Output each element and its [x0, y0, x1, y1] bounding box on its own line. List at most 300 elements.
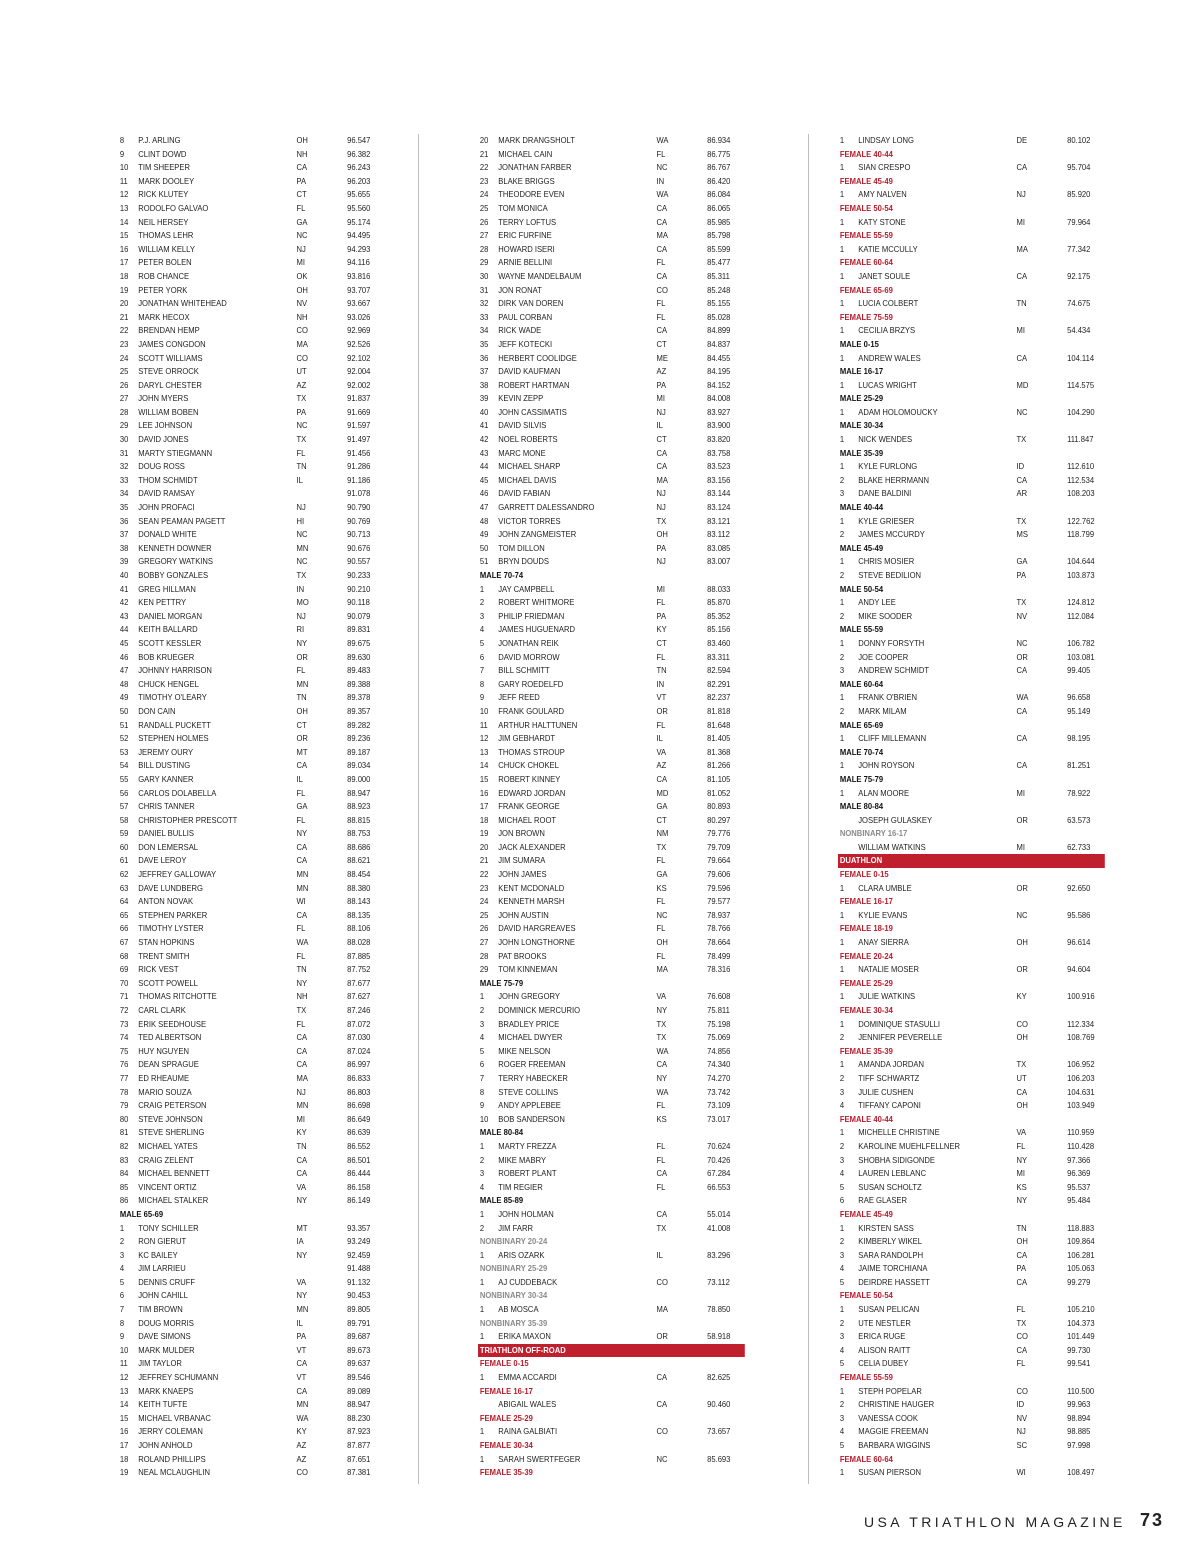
place: 22: [119, 325, 129, 336]
score: 89.673: [347, 1344, 371, 1355]
score: 63.573: [1067, 814, 1091, 825]
place: 1: [839, 406, 845, 417]
state: FL: [656, 896, 666, 907]
result-row: [478, 256, 745, 270]
state: FL: [656, 311, 666, 322]
result-row: [118, 1398, 394, 1412]
state: CA: [296, 760, 308, 771]
result-row: [838, 990, 1105, 1004]
place: 8: [479, 678, 485, 689]
place: 16: [479, 787, 489, 798]
place: 19: [479, 828, 489, 839]
score: 105.063: [1067, 1263, 1095, 1274]
score: 95.655: [347, 189, 371, 200]
place: 19: [119, 1467, 129, 1478]
athlete-name: PETER BOLEN: [138, 257, 192, 268]
athlete-name: MICHAEL ROOT: [498, 814, 557, 825]
athlete-name: JENNIFER PEVERELLE: [858, 1032, 943, 1043]
score: 96.614: [1067, 937, 1091, 948]
place: 81: [119, 1127, 129, 1138]
athlete-name: THOMAS RITCHOTTE: [138, 991, 217, 1002]
place: 13: [119, 1385, 129, 1396]
result-row: [118, 1330, 394, 1344]
division-heading: FEMALE 20-24: [839, 950, 893, 961]
result-row: [838, 134, 1105, 148]
state: MD: [1016, 379, 1029, 390]
result-row: [478, 1031, 745, 1045]
place: 1: [839, 787, 845, 798]
state: NJ: [656, 406, 666, 417]
athlete-name: JAMES CONGDON: [138, 338, 206, 349]
place: 59: [119, 828, 129, 839]
score: 89.791: [347, 1317, 371, 1328]
score: 90.769: [347, 515, 371, 526]
result-row: [118, 623, 394, 637]
state: IN: [656, 678, 665, 689]
score: 106.281: [1067, 1249, 1095, 1260]
state: CA: [656, 270, 668, 281]
athlete-name: KEITH BALLARD: [138, 624, 198, 635]
state: VT: [296, 1344, 307, 1355]
state: CO: [1016, 1331, 1028, 1342]
athlete-name: LUCAS WRIGHT: [858, 379, 917, 390]
athlete-name: KENNETH DOWNER: [138, 542, 212, 553]
score: 91.837: [347, 393, 371, 404]
athlete-name: VICTOR TORRES: [498, 515, 561, 526]
athlete-name: STAN HOPKINS: [138, 937, 195, 948]
score: 87.923: [347, 1426, 371, 1437]
athlete-name: CHRIS MOSIER: [858, 556, 915, 567]
place: 1: [839, 637, 845, 648]
score: 90.676: [347, 542, 371, 553]
athlete-name: ERIC FURFINE: [498, 230, 552, 241]
state: NY: [1016, 1195, 1028, 1206]
division-heading: FEMALE 55-59: [839, 1372, 893, 1383]
place: 35: [479, 338, 489, 349]
state: NV: [1016, 610, 1028, 621]
score: 58.918: [707, 1331, 731, 1342]
state: OR: [656, 1331, 668, 1342]
result-row: [118, 1412, 394, 1426]
state: NY: [296, 1249, 308, 1260]
place: 3: [839, 488, 845, 499]
result-row: [838, 691, 1105, 705]
result-row: [478, 1154, 745, 1168]
result-row: [838, 1099, 1105, 1113]
state: TX: [1016, 434, 1027, 445]
place: 1: [479, 1453, 485, 1464]
score: 82.594: [707, 665, 731, 676]
place: 45: [479, 474, 489, 485]
result-row: [478, 1140, 745, 1154]
score: 80.102: [1067, 135, 1091, 145]
result-row: [118, 950, 394, 964]
athlete-name: BOB SANDERSON: [498, 1113, 565, 1124]
score: 98.894: [1067, 1412, 1091, 1423]
place: 34: [479, 325, 489, 336]
place: 24: [119, 352, 129, 363]
result-row: [838, 882, 1105, 896]
state: PA: [1016, 1263, 1027, 1274]
place: 1: [839, 991, 845, 1002]
athlete-name: MAGGIE FREEMAN: [858, 1426, 929, 1437]
state: NJ: [1016, 189, 1026, 200]
result-row: [838, 1317, 1105, 1331]
score: 78.499: [707, 950, 731, 961]
state: CA: [656, 1059, 668, 1070]
score: 87.651: [347, 1453, 371, 1464]
state: PA: [296, 1331, 307, 1342]
score: 92.004: [347, 366, 371, 377]
score: 85.870: [707, 597, 731, 608]
athlete-name: CLINT DOWD: [138, 148, 187, 159]
place: 20: [479, 841, 489, 852]
athlete-name: ROBERT WHITMORE: [498, 597, 575, 608]
place: 17: [119, 1440, 129, 1450]
state: NC: [296, 420, 308, 431]
state: TX: [656, 1018, 667, 1029]
athlete-name: JIM FARR: [498, 1222, 534, 1233]
division-heading: FEMALE 60-64: [839, 1453, 893, 1464]
score: 81.266: [707, 760, 731, 771]
place: 10: [479, 705, 489, 716]
athlete-name: SARA RANDOLPH: [858, 1249, 924, 1260]
place: 76: [119, 1059, 129, 1070]
place: 1: [479, 1249, 485, 1260]
result-row: [838, 1154, 1105, 1168]
place: 2: [479, 1154, 485, 1165]
score: 83.758: [707, 447, 731, 458]
athlete-name: GARY KANNER: [138, 773, 194, 784]
state: TN: [296, 461, 307, 472]
place: 3: [479, 1018, 485, 1029]
place: 1: [839, 1018, 845, 1029]
score: 85.311: [707, 270, 730, 281]
score: 90.557: [347, 556, 371, 567]
result-row: [118, 1194, 394, 1208]
state: WA: [296, 1412, 309, 1423]
athlete-name: JAMES HUGUENARD: [498, 624, 576, 635]
athlete-name: JULIE CUSHEN: [858, 1086, 914, 1097]
state: NJ: [656, 556, 666, 567]
division-heading: MALE 75-79: [839, 773, 884, 784]
athlete-name: THEODORE EVEN: [498, 189, 565, 200]
score: 86.065: [707, 202, 731, 213]
place: 48: [119, 678, 129, 689]
place: 1: [839, 515, 845, 526]
place: 2: [839, 1032, 845, 1043]
result-row: [118, 324, 394, 338]
athlete-name: DOMINIQUE STASULLI: [858, 1018, 940, 1029]
state: PA: [656, 610, 667, 621]
state: ID: [1016, 461, 1025, 472]
athlete-name: TERRY HABECKER: [498, 1072, 568, 1083]
column-divider: [808, 134, 809, 1484]
result-row: [118, 1099, 394, 1113]
state: CA: [296, 1358, 308, 1369]
result-row: [478, 515, 745, 529]
state: CA: [656, 461, 668, 472]
athlete-name: JOHN ROYSON: [858, 760, 915, 771]
athlete-name: JAMES MCCURDY: [858, 529, 925, 540]
athlete-name: JEFFREY SCHUMANN: [138, 1372, 219, 1383]
result-row: [478, 487, 745, 501]
state: AZ: [656, 760, 667, 771]
athlete-name: AMANDA JORDAN: [858, 1059, 924, 1070]
state: VA: [296, 1181, 307, 1192]
place: 3: [839, 1154, 845, 1165]
result-row: [478, 1045, 745, 1059]
state: NJ: [296, 610, 306, 621]
state: GA: [656, 869, 668, 880]
result-row: [838, 1303, 1105, 1317]
score: 124.812: [1067, 597, 1095, 608]
score: 81.052: [707, 787, 731, 798]
score: 92.969: [347, 325, 371, 336]
place: 48: [479, 515, 489, 526]
place: 2: [839, 529, 845, 540]
athlete-name: NOEL ROBERTS: [498, 434, 558, 445]
state: CA: [1016, 352, 1028, 363]
athlete-name: MICHAEL BENNETT: [138, 1168, 210, 1179]
score: 74.340: [707, 1059, 731, 1070]
score: 110.428: [1067, 1140, 1095, 1151]
score: 89.282: [347, 719, 371, 730]
result-row: [478, 270, 745, 284]
place: 6: [479, 1059, 485, 1070]
score: 87.752: [347, 964, 371, 975]
state: IL: [656, 733, 663, 744]
place: 49: [119, 692, 129, 703]
result-row: [478, 148, 745, 162]
state: IL: [296, 474, 303, 485]
result-row: [478, 188, 745, 202]
place: 1: [839, 325, 845, 336]
result-row: [118, 1154, 394, 1168]
result-row: [118, 1385, 394, 1399]
place: 29: [479, 257, 489, 268]
score: 87.381: [347, 1467, 371, 1478]
score: 78.937: [707, 909, 731, 920]
state: FL: [296, 447, 306, 458]
score: 83.927: [707, 406, 731, 417]
state: VA: [1016, 1127, 1027, 1138]
result-row: [838, 759, 1105, 773]
athlete-name: MARK HECOX: [138, 311, 190, 322]
score: 93.816: [347, 270, 371, 281]
score: 87.885: [347, 950, 371, 961]
athlete-name: JOHN GREGORY: [498, 991, 561, 1002]
state: CA: [296, 1059, 308, 1070]
athlete-name: KEN PETTRY: [138, 597, 187, 608]
score: 94.293: [347, 243, 371, 254]
place: 1: [839, 692, 845, 703]
result-row: [118, 474, 394, 488]
score: 77.342: [1067, 243, 1091, 254]
result-row: [478, 202, 745, 216]
athlete-name: DAVID MORROW: [498, 651, 560, 662]
athlete-name: RICK VEST: [138, 964, 179, 975]
result-row: [838, 1385, 1105, 1399]
place: 28: [119, 406, 129, 417]
score: 89.034: [347, 760, 371, 771]
athlete-name: AMY NALVEN: [858, 189, 907, 200]
state: NC: [656, 162, 668, 173]
state: FL: [656, 1140, 666, 1151]
athlete-name: DIRK VAN DOREN: [498, 298, 564, 309]
result-row: [118, 487, 394, 501]
result-row: [478, 841, 745, 855]
section-banner: TRIATHLON OFF-ROAD: [478, 1344, 745, 1358]
athlete-name: KC BAILEY: [138, 1249, 178, 1260]
result-row: [838, 216, 1105, 230]
state: PA: [296, 175, 307, 186]
state: PA: [296, 406, 307, 417]
state: CA: [656, 1399, 668, 1410]
score: 86.084: [707, 189, 731, 200]
place: 51: [119, 719, 129, 730]
place: 2: [839, 1399, 845, 1410]
athlete-name: RICK KLUTEY: [138, 189, 189, 200]
place: 6: [119, 1290, 125, 1301]
place: 27: [479, 937, 489, 948]
state: OR: [1016, 651, 1028, 662]
state: FL: [656, 148, 666, 159]
state: NC: [1016, 406, 1028, 417]
score: 75.069: [707, 1032, 731, 1043]
place: 80: [119, 1113, 129, 1124]
score: 93.707: [347, 284, 371, 295]
state: CA: [656, 1208, 668, 1219]
result-row: [478, 1086, 745, 1100]
athlete-name: DOUG MORRIS: [138, 1317, 194, 1328]
place: 84: [119, 1168, 129, 1179]
division-heading: FEMALE 30-34: [479, 1440, 533, 1450]
result-row: [478, 542, 745, 556]
division-heading: FEMALE 35-39: [839, 1045, 893, 1056]
score: 92.526: [347, 338, 371, 349]
state: OH: [296, 284, 308, 295]
result-row: [118, 297, 394, 311]
state: FL: [296, 665, 306, 676]
result-row: [118, 1045, 394, 1059]
athlete-name: ED RHEAUME: [138, 1072, 190, 1083]
score: 90.210: [347, 583, 371, 594]
score: 83.156: [707, 474, 731, 485]
athlete-name: RICK WADE: [498, 325, 542, 336]
score: 74.856: [707, 1045, 731, 1056]
place: 2: [839, 610, 845, 621]
place: 52: [119, 733, 129, 744]
score: 95.560: [347, 202, 371, 213]
athlete-name: CLARA UMBLE: [858, 882, 912, 893]
score: 98.885: [1067, 1426, 1091, 1437]
athlete-name: KENNETH MARSH: [498, 896, 565, 907]
result-row: [118, 1357, 394, 1371]
result-row: [118, 501, 394, 515]
score: 101.449: [1067, 1331, 1095, 1342]
place: 3: [839, 1412, 845, 1423]
athlete-name: KAROLINE MUEHLFELLNER: [858, 1140, 961, 1151]
athlete-name: TIM SHEEPER: [138, 162, 190, 173]
athlete-name: MARTY STIEGMANN: [138, 447, 213, 458]
place: 3: [839, 1249, 845, 1260]
result-row: [478, 1181, 745, 1195]
state: TN: [1016, 1222, 1027, 1233]
score: 82.625: [707, 1372, 731, 1383]
score: 91.078: [347, 488, 371, 499]
result-row: [118, 1031, 394, 1045]
athlete-name: STEPHEN PARKER: [138, 909, 208, 920]
score: 92.459: [347, 1249, 371, 1260]
division-heading: MALE 60-64: [839, 678, 884, 689]
result-row: [478, 1208, 745, 1222]
score: 108.203: [1067, 488, 1095, 499]
state: CA: [656, 447, 668, 458]
athlete-name: P.J. ARLING: [138, 135, 181, 145]
place: 9: [119, 148, 125, 159]
athlete-name: BRADLEY PRICE: [498, 1018, 560, 1029]
athlete-name: JOHN ZANGMEISTER: [498, 529, 577, 540]
result-row: [478, 528, 745, 542]
score: 88.621: [347, 855, 371, 866]
place: 23: [119, 338, 129, 349]
division-heading: FEMALE 50-54: [839, 1290, 893, 1301]
result-row: [118, 270, 394, 284]
result-row: [478, 882, 745, 896]
state: CA: [1016, 760, 1028, 771]
state: NC: [1016, 637, 1028, 648]
state: OH: [296, 705, 308, 716]
result-row: [478, 664, 745, 678]
athlete-name: JOHNNY HARRISON: [138, 665, 212, 676]
athlete-name: MARC MONE: [498, 447, 546, 458]
score: 79.577: [707, 896, 731, 907]
score: 90.460: [707, 1399, 731, 1410]
state: NC: [656, 1453, 668, 1464]
place: 3: [839, 1331, 845, 1342]
place: 1: [839, 964, 845, 975]
athlete-name: PETER YORK: [138, 284, 188, 295]
athlete-name: ROB CHANCE: [138, 270, 190, 281]
place: 24: [479, 189, 489, 200]
athlete-name: TOM MONICA: [498, 202, 548, 213]
division-heading: FEMALE 40-44: [839, 1113, 893, 1124]
score: 85.248: [707, 284, 731, 295]
division-heading: FEMALE 65-69: [839, 284, 893, 295]
result-row: [118, 1072, 394, 1086]
score: 73.657: [707, 1426, 731, 1437]
athlete-name: ERIK SEEDHOUSE: [138, 1018, 207, 1029]
state: NH: [296, 991, 308, 1002]
score: 91.132: [347, 1276, 371, 1287]
score: 73.017: [707, 1113, 731, 1124]
state: SC: [1016, 1440, 1028, 1450]
score: 95.174: [347, 216, 371, 227]
score: 88.686: [347, 841, 371, 852]
state: TN: [1016, 298, 1027, 309]
place: 1: [839, 434, 845, 445]
athlete-name: JON RONAT: [498, 284, 542, 295]
result-row: [478, 596, 745, 610]
state: WA: [1016, 692, 1029, 703]
place: 74: [119, 1032, 129, 1043]
state: IL: [656, 420, 663, 431]
result-row: [118, 284, 394, 298]
score: 89.546: [347, 1372, 371, 1383]
place: 82: [119, 1140, 129, 1151]
result-row: [118, 732, 394, 746]
